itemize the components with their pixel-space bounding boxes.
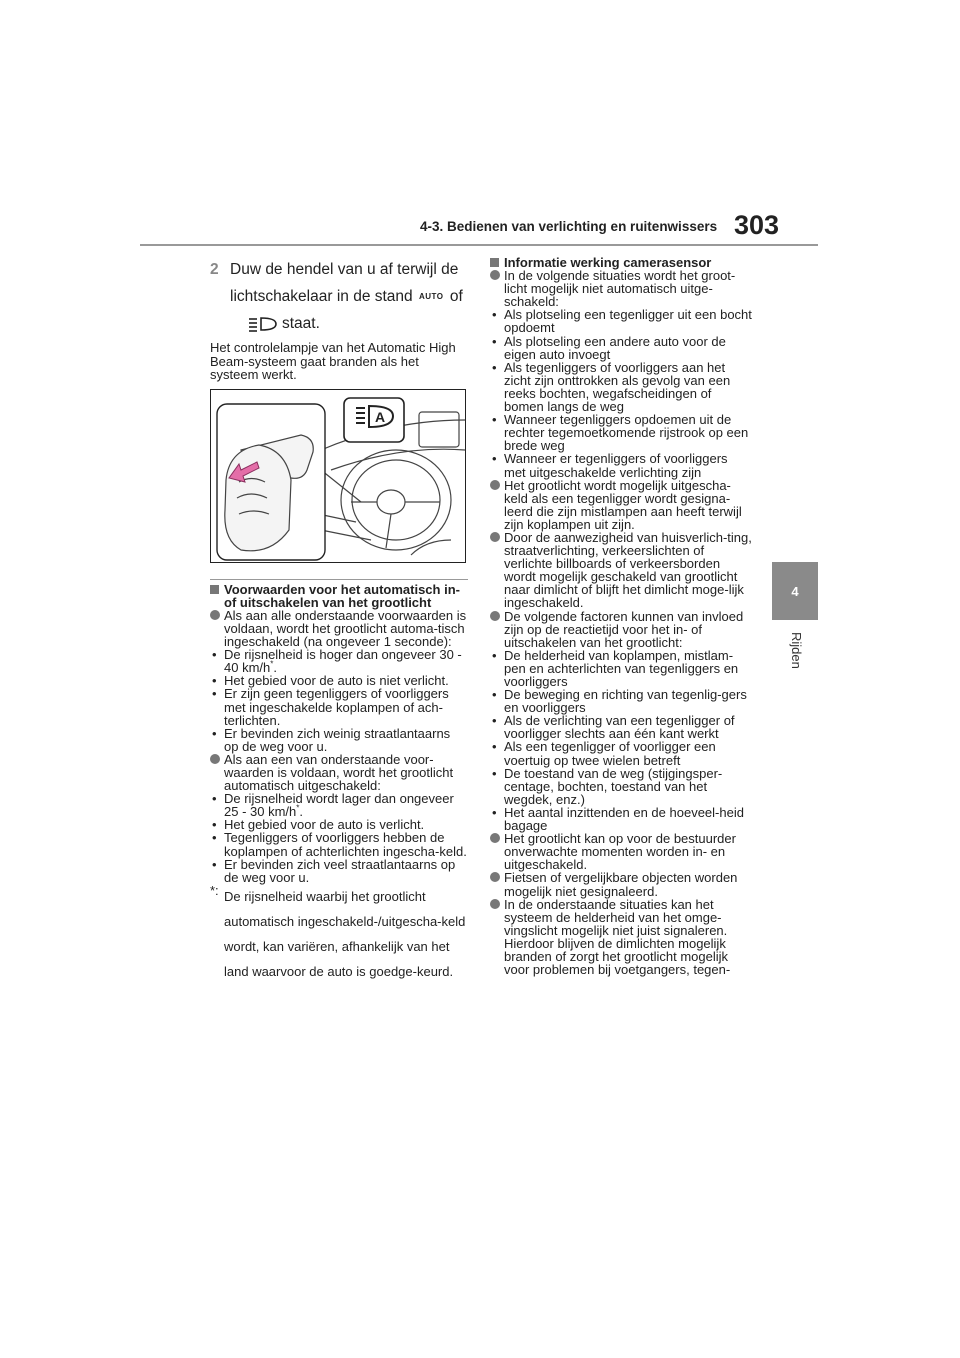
dot-item: In de onderstaande situaties kan het systeem de helderheid van het omge-vingslicht mogelijk niet juist signaleren. Hierdoor blijven de dimlichten mogelijk branden of zorgt het grootlicht mogelijk voor problemen bij voetgangers, tegen-: [490, 898, 752, 977]
sub-item: • Er bevinden zich veel straatlantaarns op de weg voor u.: [212, 856, 456, 885]
sub-item: • Het aantal inzittenden en de hoeveel-heid bagage: [492, 804, 744, 834]
sub-item: • Als tegenliggers of voorliggers aan het zicht zijn onttrokken als gevolg van een reeks bochten, wegafscheidingen of bomen langs de weg: [492, 359, 731, 415]
header-rule: [140, 244, 818, 246]
sub-item: • Als plotseling een tegenligger uit een bocht opdoemt: [492, 307, 752, 336]
sub-item: • De rijsnelheid is hoger dan ongeveer 30 - 40 km/h*.: [212, 647, 462, 676]
step-text-c: staat.: [282, 315, 320, 333]
step-text-a: Duw de hendel van u af terwijl de lichtschakelaar in de stand: [230, 261, 459, 305]
dot-item: Het grootlicht wordt mogelijk uitgescha-keld als een tegenligger wordt gesigna-leerd die zijn mistlampen aan heeft terwijl zijn koplampen uit zijn.: [490, 479, 752, 531]
sub-item: • Als de verlichting van een tegenligger of voorligger slechts aan één kant werkt: [492, 713, 735, 742]
sub-item: • Het gebied voor de auto is niet verlicht.: [212, 673, 449, 689]
sub-item: • De toestand van de weg (stijgingsper-centage, bochten, toestand van het wegdek, enz.): [492, 765, 723, 807]
sub-item: • De rijsnelheid wordt lager dan ongeveer 25 - 30 km/h*.: [212, 791, 454, 820]
auto-icon: AUTO: [418, 292, 444, 302]
automatic-high-beam-icon: [248, 316, 278, 332]
indicator-callout: [344, 398, 404, 442]
page-number: 303: [734, 210, 780, 240]
sub-item: • Als een tegenligger of voorligger een voertuig op twee wielen betreft: [492, 739, 716, 768]
chapter-number: 4: [791, 583, 799, 599]
step-text: [230, 256, 466, 337]
dot-item: In de volgende situaties wordt het groot-licht mogelijk niet automatisch uitge-schakeld:: [490, 269, 752, 308]
step-text-b: of: [449, 288, 463, 305]
illustration-drawing: [211, 390, 465, 562]
dot-item: Door de aanwezigheid van huisverlich-ting, straatverlichting, verkeerslichten of verlichte billboards of verkeersborden wordt mogelijk geschakeld van grootlicht naar dimlicht of blijft het dimlicht moge-lijk ingeschakeld.: [490, 531, 752, 610]
chapter-tab[interactable]: [772, 562, 818, 620]
step-description: Het controlelampje van het Automatic High Beam-systeem gaat branden als het systeem werkt.: [210, 340, 456, 382]
footnote: *: De rijsnelheid waarbij het grootlicht automatisch ingeschakeld-/uitgescha-keld wordt, kan variëren, afhankelijk van het land waarvoor de auto is goedge-keurd.: [210, 882, 466, 979]
sub-item: • De helderheid van koplampen, mistlam-pen en achterlichten van tegenliggers en voorliggers: [492, 647, 739, 689]
sub-item: • Er bevinden zich weinig straatlantaarns op de weg voor u.: [212, 725, 451, 754]
sub-item: • Tegenliggers of voorliggers hebben de koplampen of achterlichten ingescha-keld.: [212, 830, 467, 859]
lever-illustration: [210, 389, 466, 563]
section-heading-conditions: Voorwaarden voor het automatisch in- of uitschakelen van het grootlicht: [210, 583, 468, 609]
right-column: [490, 256, 752, 976]
sub-item: • Het gebied voor de auto is verlicht.: [212, 817, 425, 833]
sub-item: • Wanneer tegenliggers opdoemen uit de rechter tegemoetkomende rijstrook op een brede weg: [492, 412, 749, 454]
dot-item: Als aan alle onderstaande voorwaarden is voldaan, wordt het grootlicht automa-tisch ingeschakeld (na ongeveer 1 seconde):: [210, 609, 468, 648]
sub-item: • Als plotseling een andere auto voor de eigen auto invoegt: [492, 333, 726, 362]
step-number: 2: [210, 261, 219, 278]
sub-item: • Er zijn geen tegenliggers of voorliggers met ingeschakelde koplampen of ach-terlichten.: [212, 686, 449, 728]
sub-item: • De beweging en richting van tegenlig-gers en voorliggers: [492, 687, 747, 716]
dot-item: De volgende factoren kunnen van invloed zijn op de reactietijd voor het in- of uitschakelen van het grootlicht:: [490, 610, 752, 649]
step-2: [210, 256, 468, 337]
sub-item: • Wanneer er tegenliggers of voorliggers met uitgeschakelde verlichting zijn: [492, 451, 728, 480]
left-column: [210, 256, 468, 984]
dot-item: Als aan een van onderstaande voor-waarden is voldaan, wordt het grootlicht automatisch uitgeschakeld:: [210, 753, 468, 792]
section-rule: [210, 579, 468, 580]
indicator-letter: A: [375, 408, 386, 425]
header-section-title: 4-3. Bedienen van verlichting en ruitenwissers: [420, 219, 718, 234]
section-heading-camera: Informatie werking camerasensor: [490, 256, 752, 269]
chapter-label: Rijden: [789, 632, 804, 669]
dot-item: Het grootlicht kan op voor de bestuurder onverwachte momenten worden in- en uitgeschakeld.: [490, 832, 752, 871]
hand-inset: [217, 404, 325, 560]
dot-item: Fietsen of vergelijkbare objecten worden mogelijk niet gesignaleerd.: [490, 871, 752, 897]
